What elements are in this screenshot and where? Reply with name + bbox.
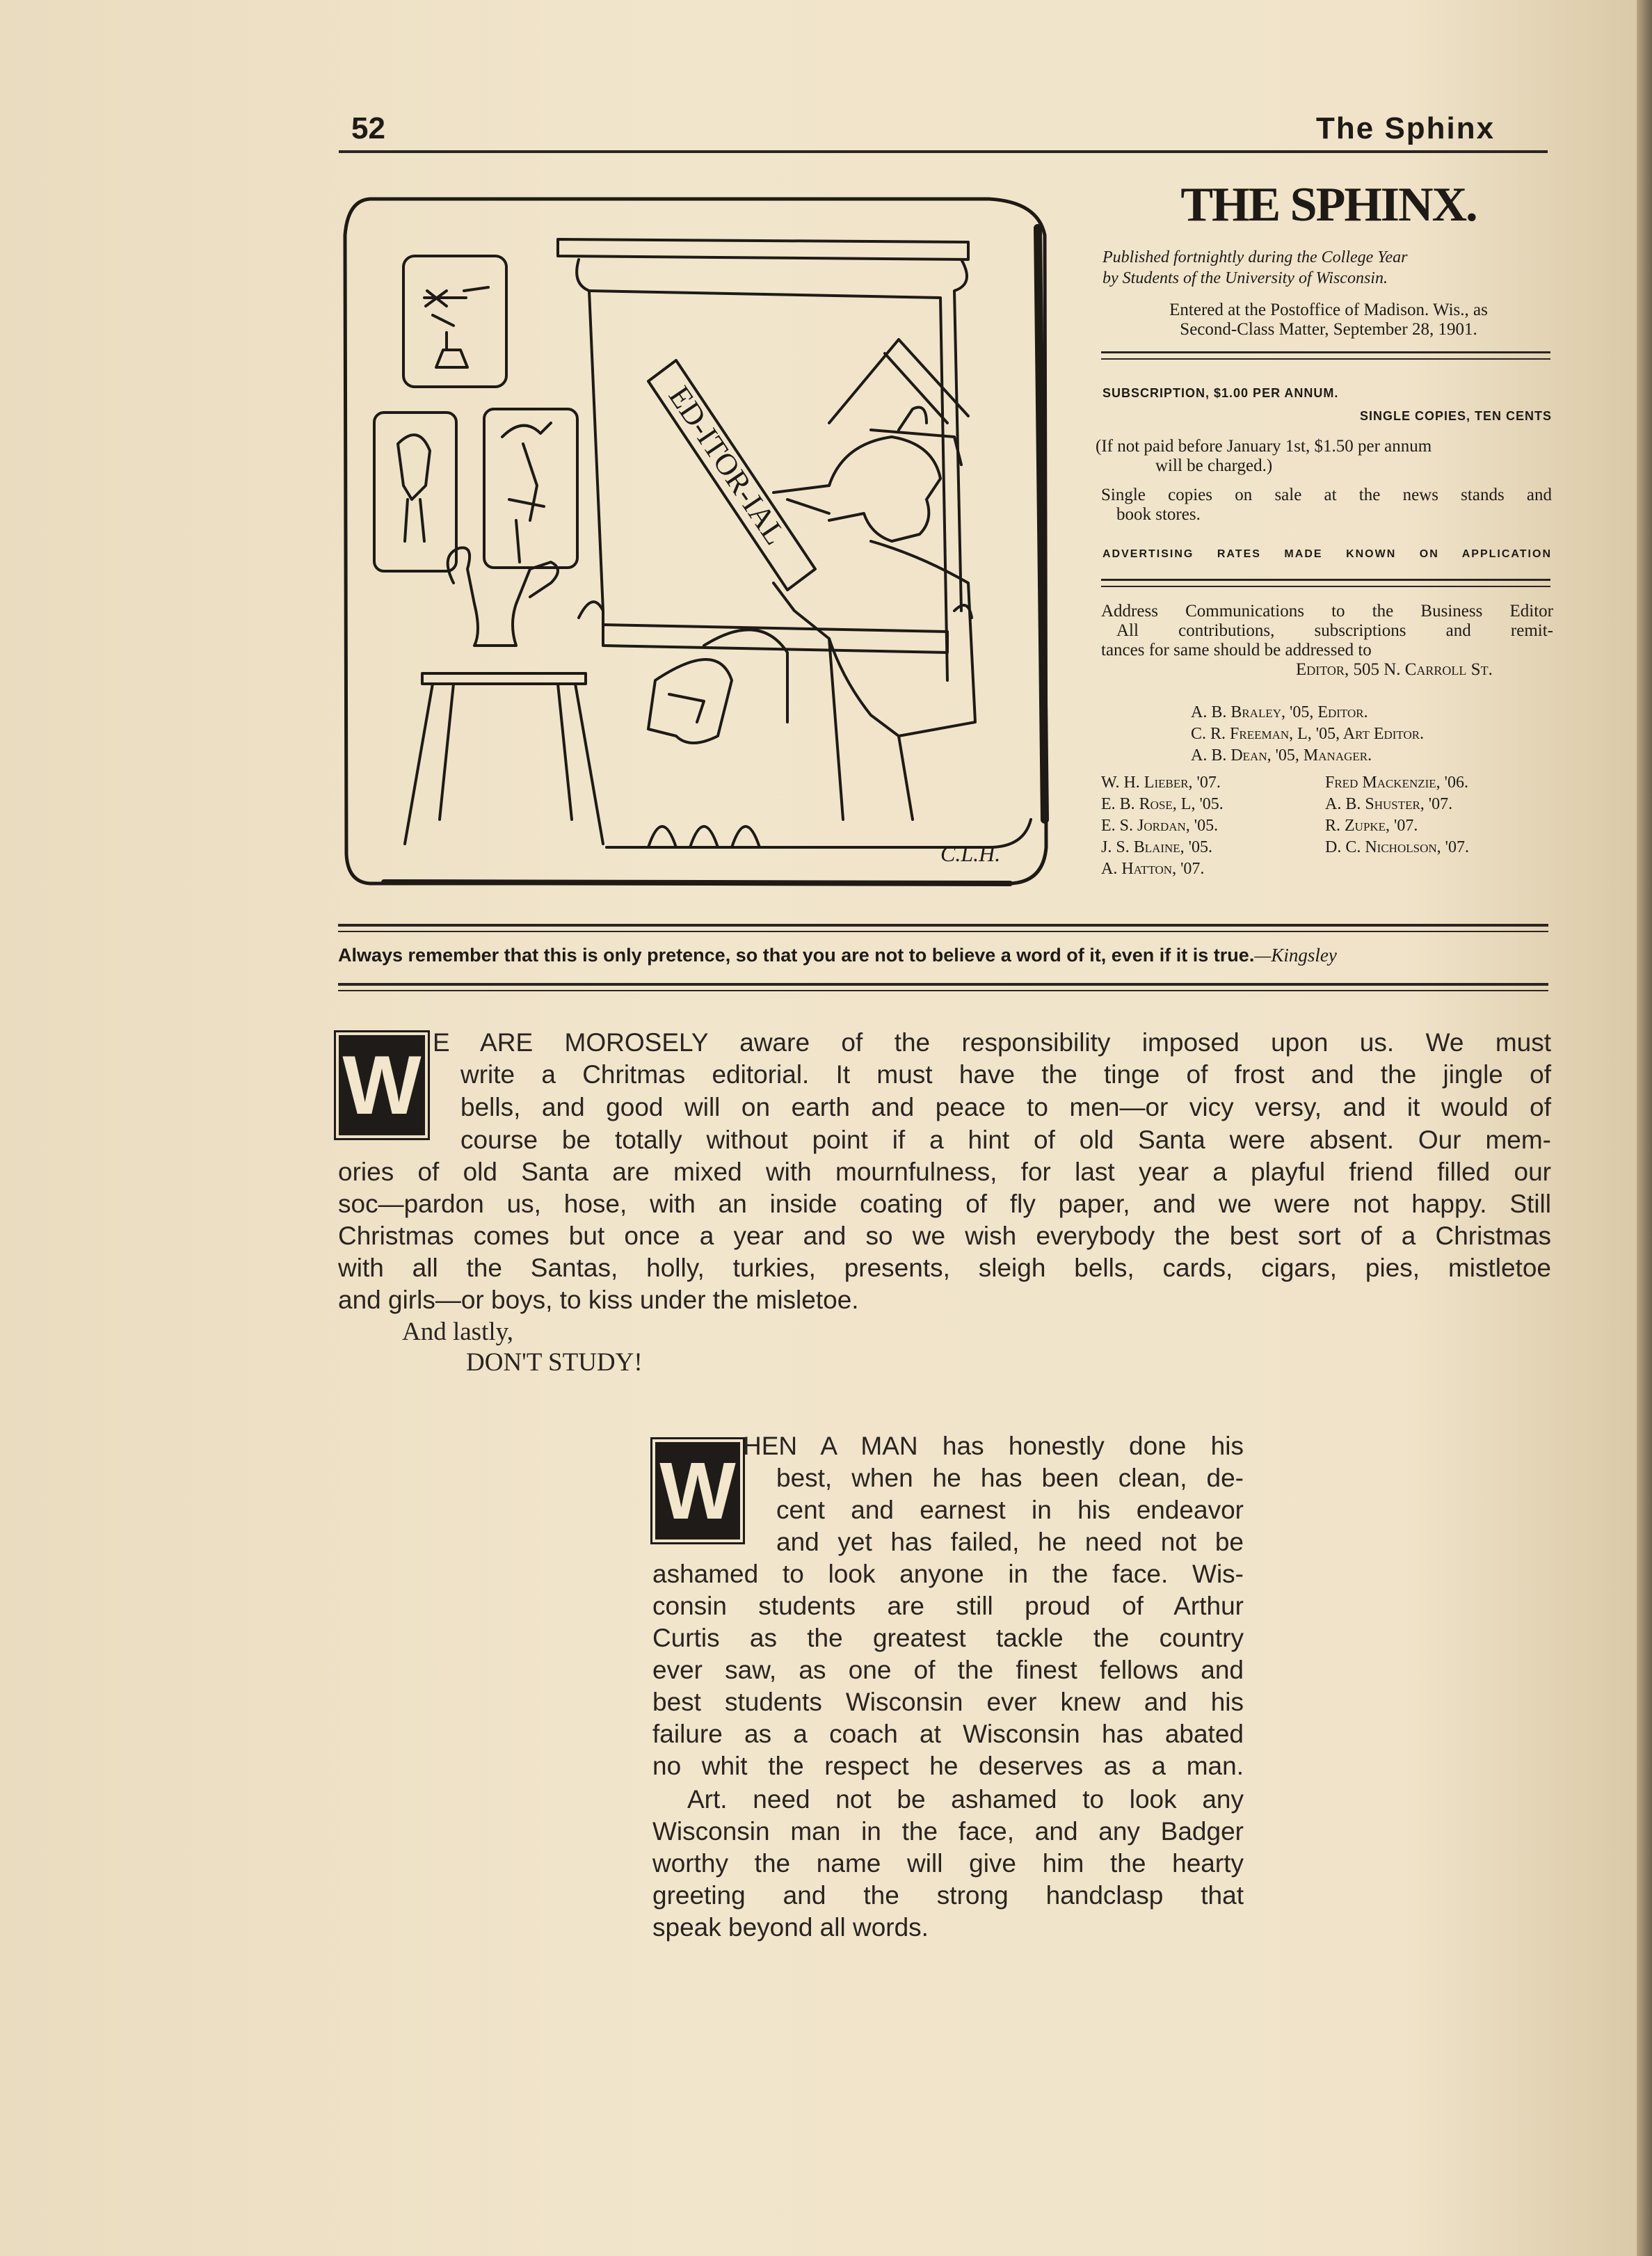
staff-left-column bbox=[1101, 772, 1331, 880]
editorial-line: ashamed to look anyone in the face. Wis- bbox=[652, 1560, 1244, 1588]
dropcap-w: W bbox=[339, 1035, 425, 1135]
staff-member: Fred Mackenzie, '06. bbox=[1325, 774, 1468, 792]
staff-right-column bbox=[1325, 772, 1555, 858]
officer-art-editor: C. R. Freeman, L, '05, Art Editor. bbox=[1191, 725, 1425, 743]
publication-line-2: by Students of the University of Wisconsin. bbox=[1102, 269, 1388, 287]
editorial-closing: And lastly, bbox=[402, 1318, 513, 1346]
staff-member: E. B. Rose, L, '05. bbox=[1101, 795, 1224, 813]
sale-notice bbox=[1101, 486, 1552, 525]
motto-rule-bottom-1 bbox=[338, 983, 1548, 986]
header-rule bbox=[339, 150, 1548, 153]
masthead-rule-4 bbox=[1101, 586, 1550, 587]
masthead-rule-3 bbox=[1101, 579, 1550, 581]
address-block bbox=[1101, 602, 1553, 680]
staff-member: D. C. Nicholson, '07. bbox=[1325, 838, 1469, 856]
publication-statement bbox=[1102, 247, 1555, 289]
address-line-1: Address Communications to the Business Editor bbox=[1101, 602, 1553, 621]
motto-rule-bottom-2 bbox=[338, 990, 1548, 991]
late-notice-line-2: will be charged.) bbox=[1155, 456, 1273, 475]
editorial-line: write a Chritmas editorial. It must have the tinge of frost and the jingle of bbox=[460, 1060, 1551, 1089]
motto-rule-top-2 bbox=[338, 931, 1548, 932]
editorial-line: no whit the respect he deserves as a man. bbox=[652, 1752, 1244, 1780]
editorial-line: soc—pardon us, hose, with an inside coating of fly paper, and we were not happy. Still bbox=[338, 1190, 1551, 1218]
editorial-line: course be totally without point if a hint of old Santa were absent. Our mem- bbox=[460, 1126, 1551, 1154]
editorial-line: ever saw, as one of the finest fellows and bbox=[652, 1656, 1244, 1684]
masthead-title: THE SPHINX. bbox=[1180, 178, 1477, 232]
single-copy-price: SINGLE COPIES, TEN CENTS bbox=[1359, 409, 1552, 423]
editorial-line: E ARE MOROSELY aware of the responsibility imposed upon us. We must bbox=[433, 1028, 1551, 1057]
editorial-line: Christmas comes but once a year and so we wish everybody the best sort of a Christmas bbox=[338, 1222, 1551, 1250]
editorial-line: best students Wisconsin ever knew and his bbox=[652, 1688, 1244, 1716]
address-line-3: tances for same should be addressed to bbox=[1101, 641, 1372, 659]
editorial-line: ories of old Santa are mixed with mournfulness, for last year a playful friend filled our bbox=[338, 1158, 1551, 1186]
staff-member: E. S. Jordan, '05. bbox=[1101, 817, 1219, 835]
staff-member: J. S. Blaine, '05. bbox=[1101, 838, 1213, 856]
staff-member: R. Zupke, '07. bbox=[1325, 817, 1418, 835]
editor-address: Editor, 505 N. Carroll St. bbox=[1296, 660, 1493, 679]
masthead-rule-2 bbox=[1101, 358, 1550, 360]
editorial-sign-off: DON'T STUDY! bbox=[466, 1348, 643, 1377]
editorial-line: failure as a coach at Wisconsin has abated bbox=[652, 1720, 1244, 1748]
advertising-notice: ADVERTISING RATES MADE KNOWN ON APPLICATION bbox=[1102, 548, 1552, 560]
address-line-2: All contributions, subscriptions and remit- bbox=[1116, 621, 1553, 640]
motto-rule-top-1 bbox=[338, 924, 1548, 927]
late-notice-line-1: (If not paid before January 1st, $1.50 per annum bbox=[1096, 437, 1432, 456]
motto-text: Always remember that this is only pretence, so that you are not to believe a word of it, even if it is true. bbox=[338, 945, 1255, 966]
editorial-line: best, when he has been clean, de- bbox=[776, 1464, 1244, 1492]
book-spine-edge bbox=[1637, 0, 1652, 2256]
editorial-line: consin students are still proud of Arthur bbox=[652, 1592, 1244, 1620]
editorial-line: speak beyond all words. bbox=[652, 1913, 929, 1942]
scroll-text: ED-ITOR-IAL bbox=[661, 380, 793, 551]
sale-notice-line-2: book stores. bbox=[1116, 505, 1201, 524]
officers-list bbox=[1191, 702, 1553, 767]
editorial-line: cent and earnest in his endeavor bbox=[776, 1496, 1244, 1524]
editorial-line: greeting and the strong handclasp that bbox=[652, 1881, 1244, 1910]
editorial-line: bells, and good will on earth and peace to men—or vicy versy, and it would of bbox=[460, 1093, 1551, 1121]
staff-member: A. B. Shuster, '07. bbox=[1325, 795, 1453, 813]
officer-manager: A. B. Dean, '05, Manager. bbox=[1191, 746, 1372, 765]
masthead-rule-1 bbox=[1101, 351, 1550, 353]
postal-entry-line-1: Entered at the Postoffice of Madison. Wis., as bbox=[1169, 301, 1488, 319]
editorial-line: Wisconsin man in the face, and any Badger bbox=[652, 1817, 1244, 1846]
artist-signature: C.L.H. bbox=[940, 841, 1001, 866]
officer-editor: A. B. Braley, '05, Editor. bbox=[1191, 703, 1368, 721]
editorial-illustration bbox=[342, 193, 1071, 886]
editorial-line: and girls—or boys, to kiss under the misletoe. bbox=[338, 1286, 859, 1314]
editorial-line: Art. need not be ashamed to look any bbox=[687, 1785, 1244, 1814]
dropcap-w-second: W bbox=[655, 1442, 740, 1539]
editorial-line: HEN A MAN has honestly done his bbox=[743, 1432, 1244, 1460]
staff-member: W. H. Lieber, '07. bbox=[1101, 774, 1221, 792]
page-number: 52 bbox=[351, 111, 385, 145]
publication-line-1: Published fortnightly during the College Year bbox=[1102, 248, 1408, 266]
editorial-line: with all the Santas, holly, turkies, presents, sleigh bells, cards, cigars, pies, mistletoe bbox=[338, 1254, 1551, 1282]
editorial-line: and yet has failed, he need not be bbox=[776, 1528, 1244, 1556]
staff-member: A. Hatton, '07. bbox=[1101, 860, 1205, 878]
postal-entry bbox=[1102, 301, 1555, 339]
running-title: The Sphinx bbox=[1316, 111, 1495, 145]
subscription-price: SUBSCRIPTION, $1.00 PER ANNUM. bbox=[1102, 386, 1339, 400]
late-payment-notice bbox=[1096, 437, 1552, 476]
postal-entry-line-2: Second-Class Matter, September 28, 1901. bbox=[1180, 320, 1477, 339]
sale-notice-line-1: Single copies on sale at the news stands and bbox=[1101, 486, 1552, 504]
editorial-line: Curtis as the greatest tackle the country bbox=[652, 1624, 1244, 1652]
editorial-line: worthy the name will give him the hearty bbox=[652, 1849, 1244, 1878]
motto bbox=[338, 945, 1553, 966]
motto-attribution: —Kingsley bbox=[1254, 945, 1337, 966]
